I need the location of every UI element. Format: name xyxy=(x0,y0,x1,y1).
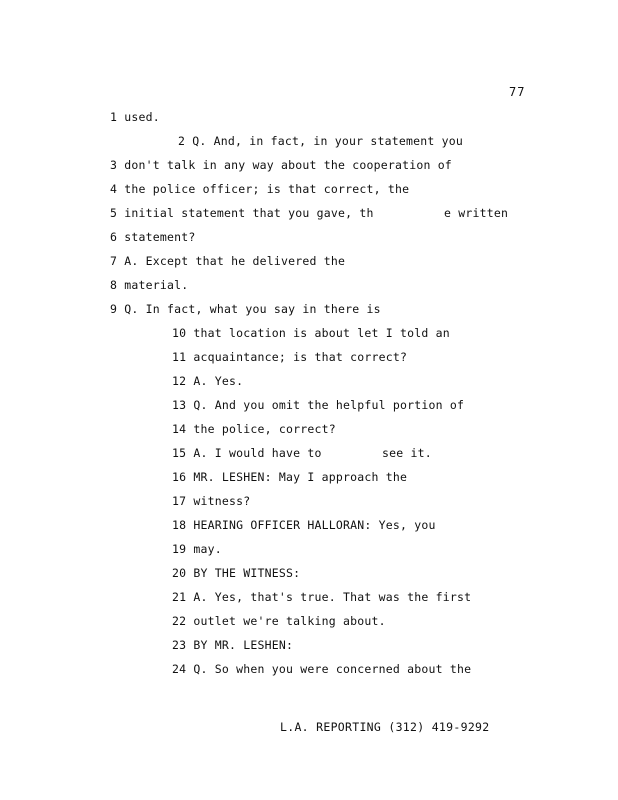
line-number: 5 xyxy=(110,206,118,220)
line-number: 21 xyxy=(172,590,187,604)
line-text: Q. In fact, what you say in there is xyxy=(124,302,381,316)
transcript-line xyxy=(172,422,336,436)
transcript-line xyxy=(110,302,381,316)
transcript-line xyxy=(172,566,300,580)
transcript-line xyxy=(110,158,452,172)
line-number: 19 xyxy=(172,542,187,556)
line-text: that location is about let I told an xyxy=(193,326,450,340)
line-text: Q. And, in fact, in your statement you xyxy=(192,134,463,148)
line-number: 6 xyxy=(110,230,118,244)
line-number: 3 xyxy=(110,158,118,172)
line-text: outlet we're talking about. xyxy=(193,614,386,628)
transcript-line xyxy=(110,254,345,268)
transcript-line xyxy=(172,590,471,604)
transcript-line xyxy=(110,182,409,196)
transcript-line xyxy=(172,350,407,364)
line-number: 22 xyxy=(172,614,187,628)
line-text: don't talk in any way about the cooperation of xyxy=(124,158,452,172)
line-text: BY THE WITNESS: xyxy=(193,566,301,580)
line-number: 2 xyxy=(178,134,186,148)
footer-reporter: L.A. REPORTING (312) 419-9292 xyxy=(280,720,490,734)
line-number: 10 xyxy=(172,326,187,340)
transcript-line xyxy=(172,638,293,652)
line-text: A. Yes, that's true. That was the first xyxy=(193,590,472,604)
line-text: the police officer; is that correct, the xyxy=(124,182,410,196)
transcript-line xyxy=(110,110,160,124)
transcript-line xyxy=(110,206,374,220)
line-number: 24 xyxy=(172,662,187,676)
transcript-line xyxy=(172,542,222,556)
line-number: 4 xyxy=(110,182,118,196)
transcript-line xyxy=(172,662,471,676)
line-number: 9 xyxy=(110,302,118,316)
line-number: 8 xyxy=(110,278,118,292)
line-text: Q. So when you were concerned about the xyxy=(193,662,472,676)
line-text: acquaintance; is that correct? xyxy=(193,350,408,364)
line-text: used. xyxy=(124,110,160,124)
line-number: 17 xyxy=(172,494,187,508)
line-text: may. xyxy=(193,542,222,556)
line-text: the police, correct? xyxy=(193,422,336,436)
line-number: 7 xyxy=(110,254,118,268)
line-number: 1 xyxy=(110,110,118,124)
line-text: MR. LESHEN: May I approach the xyxy=(193,470,408,484)
line-number: 11 xyxy=(172,350,187,364)
line-text: statement? xyxy=(124,230,196,244)
transcript-line xyxy=(172,398,464,412)
transcript-line xyxy=(172,374,243,388)
line-number: 12 xyxy=(172,374,187,388)
line-text: initial statement that you gave, th xyxy=(124,206,374,220)
transcript-line xyxy=(110,230,196,244)
line-text: material. xyxy=(124,278,189,292)
line-text-tail: see it. xyxy=(382,446,432,460)
line-text: A. Yes. xyxy=(193,374,244,388)
line-text: witness? xyxy=(193,494,251,508)
line-number: 18 xyxy=(172,518,187,532)
line-number: 13 xyxy=(172,398,187,412)
transcript-line xyxy=(110,278,188,292)
line-text-tail: e written xyxy=(444,206,509,220)
transcript-line xyxy=(172,614,386,628)
line-number: 20 xyxy=(172,566,187,580)
transcript-line xyxy=(178,134,463,148)
line-text: A. I would have to xyxy=(193,446,322,460)
line-number: 15 xyxy=(172,446,187,460)
line-text: Q. And you omit the helpful portion of xyxy=(193,398,465,412)
line-text: BY MR. LESHEN: xyxy=(193,638,294,652)
transcript-line xyxy=(172,446,322,460)
line-number: 23 xyxy=(172,638,187,652)
line-text: A. Except that he delivered the xyxy=(124,254,346,268)
line-text: HEARING OFFICER HALLORAN: Yes, you xyxy=(193,518,436,532)
transcript-line xyxy=(172,326,450,340)
line-number: 16 xyxy=(172,470,187,484)
transcript-line xyxy=(172,470,407,484)
line-number: 14 xyxy=(172,422,187,436)
transcript-line xyxy=(172,518,436,532)
page-number: 77 xyxy=(509,85,526,99)
transcript-line xyxy=(172,494,250,508)
